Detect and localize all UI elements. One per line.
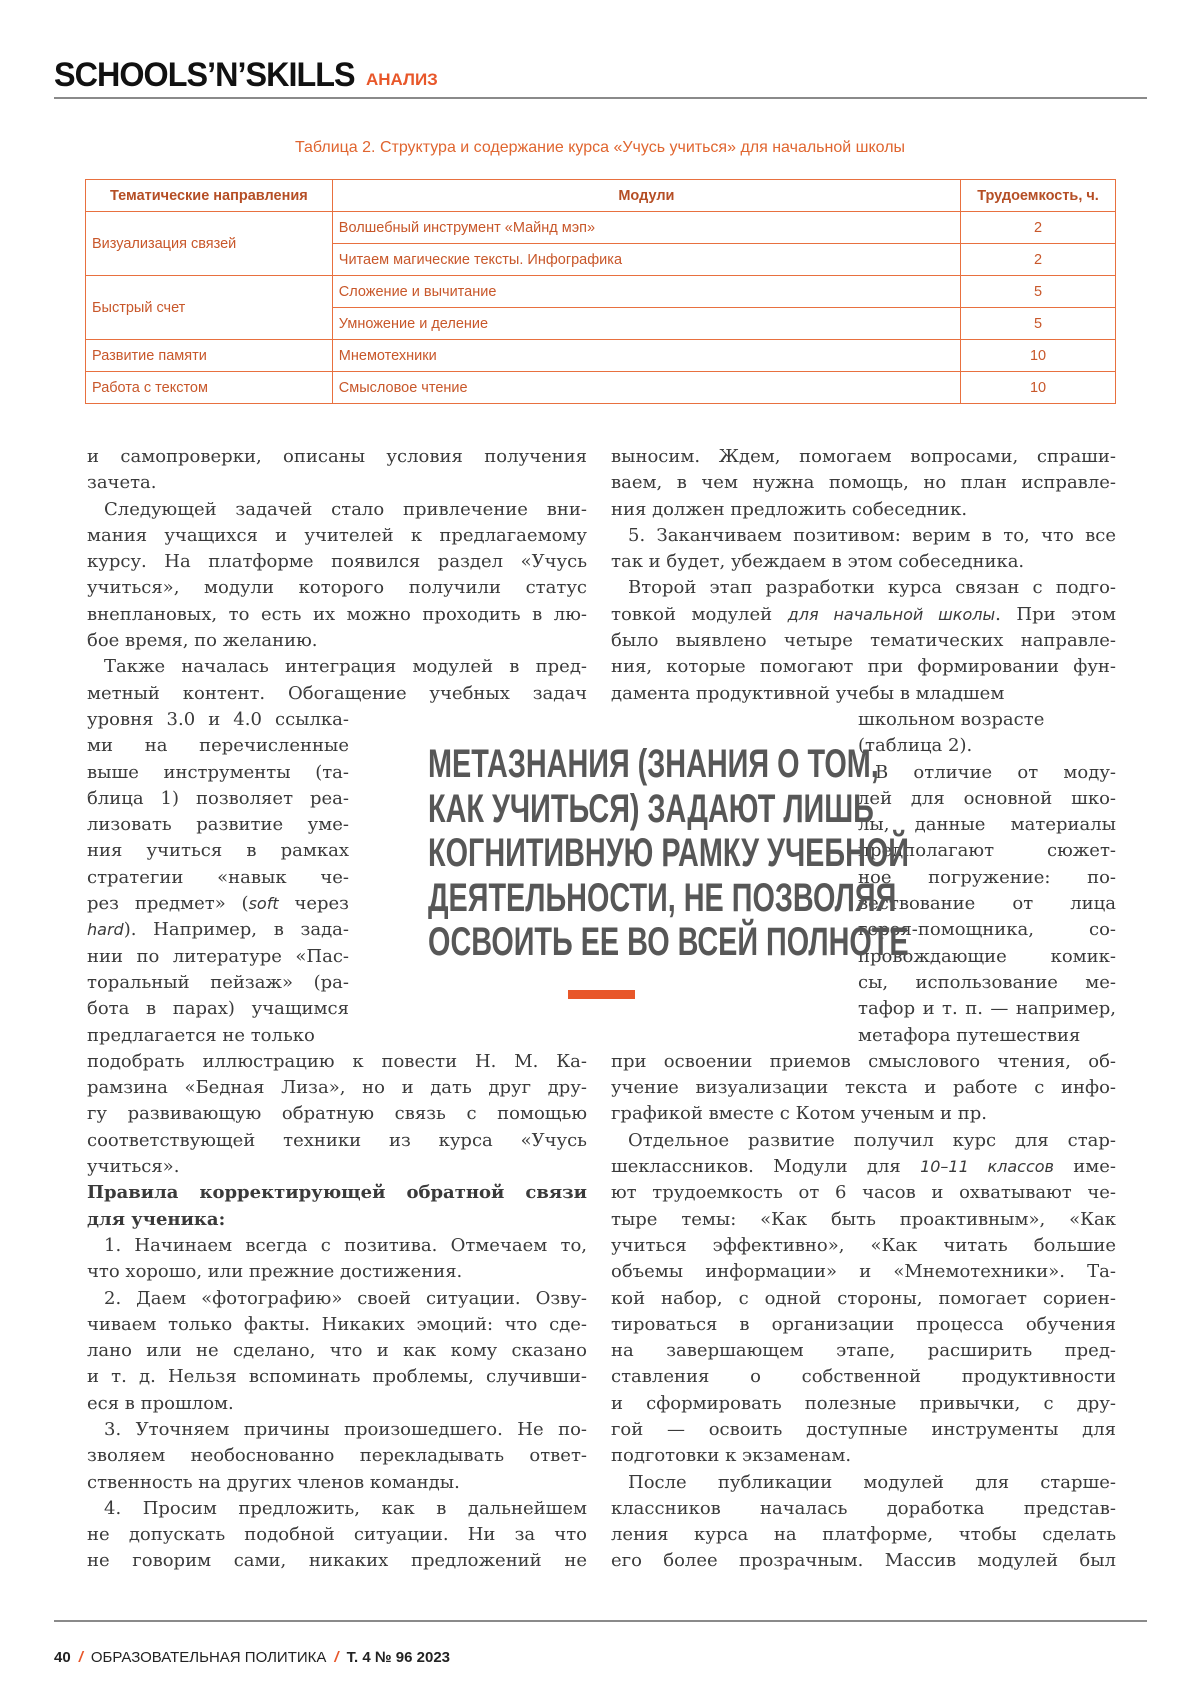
text-line: мания учащихся и учителей к предлагаемому	[87, 523, 587, 549]
text-line: метный контент. Обогащение учебных задач	[87, 681, 587, 707]
text-line: на завершающем этапе, расширить пред-	[611, 1338, 1116, 1364]
pull-quote	[360, 742, 846, 965]
column-header: Модули	[332, 180, 960, 212]
text-line: ственность на других членов команды.	[87, 1470, 587, 1496]
text-line: предлагается не только	[87, 1023, 349, 1049]
course-structure-table	[85, 179, 1116, 404]
issue-info: Т. 4 № 96 2023	[347, 1649, 450, 1666]
text-line: гой — освоить доступные инструменты для	[611, 1417, 1116, 1443]
text-line: блица 1) позволяет реа-	[87, 786, 349, 812]
text-line: соответствующей техники из курса «Учусь	[87, 1128, 587, 1154]
text-line: провождающие комик-	[858, 944, 1116, 970]
module-cell: Мнемотехники	[332, 340, 960, 372]
topic-cell: Быстрый счет	[86, 276, 333, 340]
slash-separator-icon: /	[79, 1649, 83, 1666]
text-line: объемы информации» и «Мнемотехники». Та-	[611, 1259, 1116, 1285]
text-line: товкой модулей для начальной школы. При этом	[611, 602, 1116, 628]
section-label: АНАЛИЗ	[366, 70, 438, 90]
text-line: Следующей задачей стало привлечение вни-	[87, 497, 587, 523]
text-line: сы, использование ме-	[858, 970, 1116, 996]
text-line: лей для основной шко-	[858, 786, 1116, 812]
text-line: учение визуализации текста и работе с инфо-	[611, 1075, 1116, 1101]
article-column-right	[611, 444, 1116, 1575]
text-line: дамента продуктивной учебы в младшем	[611, 681, 1116, 707]
text-line: учиться эффективно», «Как читать большие	[611, 1233, 1116, 1259]
text-line: предполагают сюжет-	[858, 838, 1116, 864]
text-line: зволяем необоснованно перекладывать ответ-	[87, 1443, 587, 1469]
hours-cell: 2	[961, 212, 1116, 244]
text-line: 2. Даем «фотографию» своей ситуации. Озву-	[87, 1286, 587, 1312]
pull-quote-line: КАК УЧИТЬСЯ) ЗАДАЮТ ЛИШЬ	[428, 787, 778, 832]
text-line: 4. Просим предложить, как в дальнейшем	[87, 1496, 587, 1522]
header-divider	[54, 97, 1147, 99]
text-line: рамзина «Бедная Лиза», но и дать друг дру-	[87, 1075, 587, 1101]
text-line: лы, данные материалы	[858, 812, 1116, 838]
text-line: школьном возрасте	[858, 707, 1116, 733]
pull-quote-line: КОГНИТИВНУЮ РАМКУ УЧЕБНОЙ	[428, 831, 778, 876]
text-line: внеплановых, то есть их можно проходить в лю-	[87, 602, 587, 628]
text-line: было выявлено четыре тематических направле-	[611, 628, 1116, 654]
module-cell: Сложение и вычитание	[332, 276, 960, 308]
text-line: кой набор, с одной стороны, помогает сориен-	[611, 1286, 1116, 1312]
text-line: ния должен предложить собеседник.	[611, 497, 1116, 523]
text-line: не говорим сами, никаких предложений не	[87, 1548, 587, 1574]
text-line: графикой вместе с Котом ученым и пр.	[611, 1101, 1116, 1127]
pull-quote-accent-bar	[568, 990, 635, 999]
text-line: и т. д. Нельзя вспоминать проблемы, случивши-	[87, 1364, 587, 1390]
text-line: торальный пейзаж» (ра-	[87, 970, 349, 996]
text-line: ют трудоемкость от 6 часов и охватывают че-	[611, 1180, 1116, 1206]
column-header: Трудоемкость, ч.	[961, 180, 1116, 212]
module-cell: Смысловое чтение	[332, 372, 960, 404]
text-line: лизовать развитие уме-	[87, 812, 349, 838]
table-row	[86, 340, 1116, 372]
module-cell: Умножение и деление	[332, 308, 960, 340]
table-row	[86, 212, 1116, 244]
magazine-logo: SCHOOLS’N’SKILLS	[54, 56, 355, 95]
text-line: курсу. На платформе появился раздел «Учусь	[87, 549, 587, 575]
text-line: зачета.	[87, 470, 587, 496]
text-line: и самопроверки, описаны условия получения	[87, 444, 587, 470]
text-line: подобрать иллюстрацию к повести Н. М. Ка-	[87, 1049, 587, 1075]
text-line: В отличие от моду-	[858, 760, 1116, 786]
text-line: для ученика:	[87, 1207, 587, 1233]
text-line: выносим. Ждем, помогаем вопросами, спраши-	[611, 444, 1116, 470]
hours-cell: 5	[961, 276, 1116, 308]
hours-cell: 10	[961, 340, 1116, 372]
slash-separator-icon: /	[334, 1649, 338, 1666]
text-line: не допускать подобной ситуации. Ни за что	[87, 1522, 587, 1548]
module-cell: Читаем магические тексты. Инфографика	[332, 244, 960, 276]
text-line: подготовки к экзаменам.	[611, 1443, 1116, 1469]
text-line: тыре темы: «Как быть проактивным», «Как	[611, 1207, 1116, 1233]
hours-cell: 2	[961, 244, 1116, 276]
text-line: Правила корректирующей обратной связи	[87, 1180, 587, 1206]
text-line: классников началась доработка представ-	[611, 1496, 1116, 1522]
module-cell: Волшебный инструмент «Майнд мэп»	[332, 212, 960, 244]
text-line: ления курса на платформе, чтобы сделать	[611, 1522, 1116, 1548]
pull-quote-line: ДЕЯТЕЛЬНОСТИ, НЕ ПОЗВОЛЯЯ	[428, 876, 778, 921]
text-line: тироваться в организации процесса обучения	[611, 1312, 1116, 1338]
text-line: ное погружение: по-	[858, 865, 1116, 891]
text-line: так и будет, убеждаем в этом собеседника.	[611, 549, 1116, 575]
text-line: 3. Уточняем причины произошедшего. Не по-	[87, 1417, 587, 1443]
text-line: стратегии «навык че-	[87, 865, 349, 891]
text-line: метафора путешествия	[858, 1023, 1116, 1049]
text-line: героя-помощника, со-	[858, 917, 1116, 943]
text-line: лано или не сделано, что и как кому сказано	[87, 1338, 587, 1364]
table-row	[86, 276, 1116, 308]
text-line: ставления о собственной продуктивности	[611, 1364, 1116, 1390]
column-header: Тематические направления	[86, 180, 333, 212]
pull-quote-line: МЕТАЗНАНИЯ (ЗНАНИЯ О ТОМ,	[428, 742, 778, 787]
text-line: уровня 3.0 и 4.0 ссылка-	[87, 707, 349, 733]
text-line: ния, которые помогают при формировании фун-	[611, 654, 1116, 680]
text-line: еся в прошлом.	[87, 1391, 587, 1417]
text-line: что хорошо, или прежние достижения.	[87, 1259, 587, 1285]
text-line: Второй этап разработки курса связан с подго-	[611, 575, 1116, 601]
text-line: Отдельное развитие получил курс для стар-	[611, 1128, 1116, 1154]
footer-divider	[54, 1620, 1147, 1622]
text-line: вествование от лица	[858, 891, 1116, 917]
topic-cell: Развитие памяти	[86, 340, 333, 372]
text-line: гу развивающую обратную связь с помощью	[87, 1101, 587, 1127]
journal-name: ОБРАЗОВАТЕЛЬНАЯ ПОЛИТИКА	[91, 1649, 327, 1666]
text-line: и сформировать полезные привычки, с дру-	[611, 1391, 1116, 1417]
text-line: 5. Заканчиваем позитивом: верим в то, что все	[611, 523, 1116, 549]
text-line: ния учиться в рамках	[87, 838, 349, 864]
text-line: выше инструменты (та-	[87, 760, 349, 786]
text-line: при освоении приемов смыслового чтения, об-	[611, 1049, 1116, 1075]
text-line: hard). Например, в зада-	[87, 917, 349, 943]
text-line: учиться», модули которого получили статус	[87, 575, 587, 601]
pull-quote-line: ОСВОИТЬ ЕЕ ВО ВСЕЙ ПОЛНОТЕ	[428, 920, 778, 965]
text-line: 1. Начинаем всегда с позитива. Отмечаем то,	[87, 1233, 587, 1259]
text-line: его более прозрачным. Массив модулей был	[611, 1548, 1116, 1574]
text-line: ваем, в чем нужна помощь, но план исправле-	[611, 470, 1116, 496]
hours-cell: 5	[961, 308, 1116, 340]
table-header-row	[86, 180, 1116, 212]
text-line: Также началась интеграция модулей в пред-	[87, 654, 587, 680]
topic-cell: Работа с текстом	[86, 372, 333, 404]
page-footer	[54, 1649, 450, 1666]
article-column-left	[87, 444, 587, 1575]
text-line: учиться».	[87, 1154, 587, 1180]
hours-cell: 10	[961, 372, 1116, 404]
table-caption: Таблица 2. Структура и содержание курса «Учусь учиться» для начальной школы	[0, 139, 1200, 157]
text-line: бота в парах) учащимся	[87, 996, 349, 1022]
text-line: (таблица 2).	[858, 733, 1116, 759]
text-line: бое время, по желанию.	[87, 628, 587, 654]
topic-cell: Визуализация связей	[86, 212, 333, 276]
text-line: рез предмет» (soft через	[87, 891, 349, 917]
table-row	[86, 372, 1116, 404]
text-line: ми на перечисленные	[87, 733, 349, 759]
page-number: 40	[54, 1649, 71, 1666]
text-line: чиваем только факты. Никаких эмоций: что сде-	[87, 1312, 587, 1338]
text-line: нии по литературе «Пас-	[87, 944, 349, 970]
text-line: шеклассников. Модули для 10–11 классов име-	[611, 1154, 1116, 1180]
text-line: После публикации модулей для старше-	[611, 1470, 1116, 1496]
text-line: тафор и т. п. — например,	[858, 996, 1116, 1022]
